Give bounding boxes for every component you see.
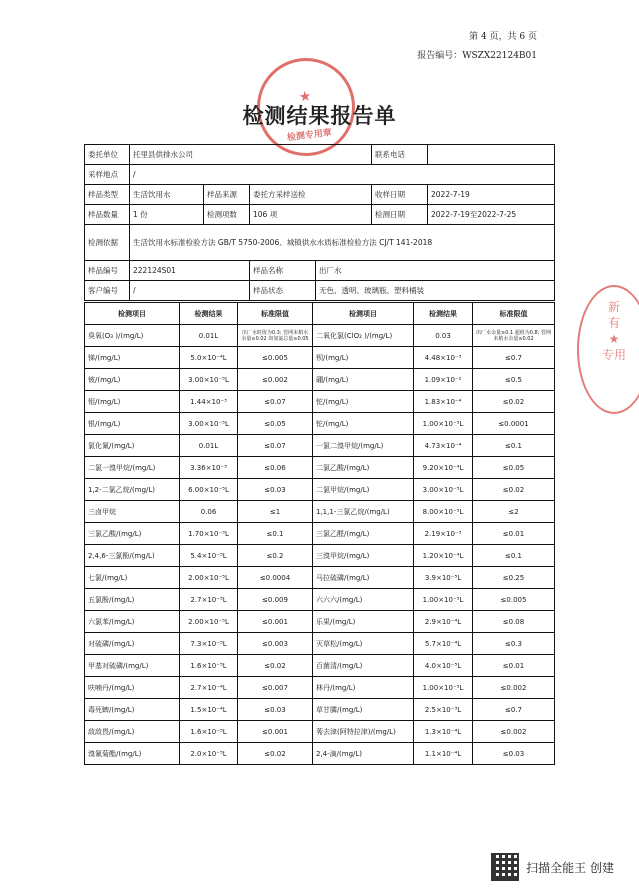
header-item-2: 检测项目	[313, 303, 414, 325]
result-cell: 银/(mg/L)	[85, 413, 180, 435]
result-cell: 0.03	[414, 325, 473, 347]
client-no-value: /	[130, 281, 250, 301]
result-cell: 5.7×10⁻⁴L	[414, 633, 473, 655]
result-cell: 1.3×10⁻⁴L	[414, 721, 473, 743]
result-cell: 1.83×10⁻⁴	[414, 391, 473, 413]
header-result-1: 检测结果	[180, 303, 238, 325]
scanner-text: 扫描全能王 创建	[526, 860, 614, 875]
result-cell: ≤0.03	[238, 699, 313, 721]
result-cell: ≤1	[238, 501, 313, 523]
result-cell: 3.00×10⁻⁵L	[414, 479, 473, 501]
result-cell: 对硫磷/(mg/L)	[85, 633, 180, 655]
result-cell: 铍/(mg/L)	[85, 369, 180, 391]
result-cell: ≤0.08	[473, 611, 555, 633]
result-cell: 林丹/(mg/L)	[313, 677, 414, 699]
table-row	[85, 655, 555, 677]
result-cell: 3.00×10⁻⁵L	[180, 369, 238, 391]
table-row	[85, 633, 555, 655]
result-cell: 百菌清/(mg/L)	[313, 655, 414, 677]
phone-label: 联系电话	[372, 145, 428, 165]
site-value: /	[130, 165, 555, 185]
result-cell: 出厂水时值为0.3; 管网末梢水余量≥0.02 如加氯总量≥0.05	[238, 325, 313, 347]
result-cell: ≤0.1	[473, 545, 555, 567]
result-cell: ≤0.05	[473, 457, 555, 479]
table-row	[85, 391, 555, 413]
table-row	[85, 699, 555, 721]
table-row	[85, 567, 555, 589]
result-cell: 马拉硫磷/(mg/L)	[313, 567, 414, 589]
sample-state-value: 无色、透明、玻璃瓶、塑料桶装	[316, 281, 555, 301]
header-limit-2: 标准限值	[473, 303, 555, 325]
result-cell: 六氯苯/(mg/L)	[85, 611, 180, 633]
result-cell: 1.6×10⁻⁵L	[180, 721, 238, 743]
result-cell: 2.9×10⁻⁴L	[414, 611, 473, 633]
result-cell: 出厂水余量≥0.1 超值为0.8; 管网末梢水余量≥0.02	[473, 325, 555, 347]
sample-no-label: 样品编号	[85, 261, 130, 281]
result-cell: 1.5×10⁻⁴L	[180, 699, 238, 721]
result-cell: 1.6×10⁻⁵L	[180, 655, 238, 677]
phone-value	[428, 145, 555, 165]
qty-label: 样品数量	[85, 205, 130, 225]
result-cell: 锑/(mg/L)	[85, 347, 180, 369]
result-cell: ≤0.001	[238, 611, 313, 633]
result-cell: ≤0.0004	[238, 567, 313, 589]
result-cell: 莠去津(阿特拉津)/(mg/L)	[313, 721, 414, 743]
result-cell: 钼/(mg/L)	[85, 391, 180, 413]
result-cell: 2,4,6-三氯酚/(mg/L)	[85, 545, 180, 567]
result-cell: 二氯一溴甲烷/(mg/L)	[85, 457, 180, 479]
header-limit-1: 标准限值	[238, 303, 313, 325]
result-cell: ≤0.07	[238, 391, 313, 413]
result-cell: ≤0.002	[473, 677, 555, 699]
result-cell: 1.00×10⁻⁵L	[414, 589, 473, 611]
result-cell: 1.00×10⁻⁵L	[414, 413, 473, 435]
result-cell: 2.7×10⁻⁴L	[180, 677, 238, 699]
items-value: 106 项	[250, 205, 372, 225]
results-table	[84, 302, 555, 765]
result-cell: ≤0.2	[238, 545, 313, 567]
table-row	[85, 743, 555, 765]
result-cell: 五氯酚/(mg/L)	[85, 589, 180, 611]
sample-name-value: 出厂水	[316, 261, 555, 281]
result-cell: 0.06	[180, 501, 238, 523]
date-label: 检测日期	[372, 205, 428, 225]
result-cell: ≤0.02	[238, 655, 313, 677]
result-cell: 1.70×10⁻³L	[180, 523, 238, 545]
page-info	[417, 28, 537, 66]
delegate-label: 委托单位	[85, 145, 130, 165]
result-cell: 溴氰菊酯/(mg/L)	[85, 743, 180, 765]
result-cell: 三溴甲烷/(mg/L)	[313, 545, 414, 567]
table-row	[85, 545, 555, 567]
table-row	[85, 677, 555, 699]
result-cell: ≤0.25	[473, 567, 555, 589]
sample-no-value: 222124S01	[130, 261, 250, 281]
table-row	[85, 413, 555, 435]
table-row	[85, 347, 555, 369]
result-cell: 5.4×10⁻⁵L	[180, 545, 238, 567]
result-cell: 三氯乙酸/(mg/L)	[85, 523, 180, 545]
header-item-1: 检测项目	[85, 303, 180, 325]
result-cell: 二氯乙酸/(mg/L)	[313, 457, 414, 479]
result-cell: ≤0.3	[473, 633, 555, 655]
result-cell: ≤0.5	[473, 369, 555, 391]
table-row	[85, 589, 555, 611]
result-cell: 呋喃丹/(mg/L)	[85, 677, 180, 699]
qty-value: 1 份	[130, 205, 204, 225]
delegate-value: 托里县供排水公司	[130, 145, 372, 165]
star-icon: ★	[297, 88, 313, 106]
result-cell: 一氯二溴甲烷/(mg/L)	[313, 435, 414, 457]
result-cell: 二氧化氯(ClO₂ )/(mg/L)	[313, 325, 414, 347]
header-result-2: 检测结果	[414, 303, 473, 325]
result-cell: 七氯/(mg/L)	[85, 567, 180, 589]
result-cell: 氯化氰/(mg/L)	[85, 435, 180, 457]
table-row	[85, 523, 555, 545]
result-cell: ≤0.7	[473, 347, 555, 369]
report-number: 报告编号：WSZX22124B01	[417, 51, 537, 61]
report-title: 检测结果报告单	[242, 104, 397, 128]
result-cell: 1,2-二氯乙烷/(mg/L)	[85, 479, 180, 501]
result-cell: 甲基对硫磷/(mg/L)	[85, 655, 180, 677]
result-cell: 1.09×10⁻²	[414, 369, 473, 391]
result-cell: 2.5×10⁻³L	[414, 699, 473, 721]
result-cell: 3.00×10⁻⁵L	[180, 413, 238, 435]
result-cell: ≤0.0001	[473, 413, 555, 435]
sample-name-label: 样品名称	[250, 261, 316, 281]
result-cell: 灭草松/(mg/L)	[313, 633, 414, 655]
result-cell: ≤0.07	[238, 435, 313, 457]
table-row	[85, 435, 555, 457]
result-cell: ≤0.002	[473, 721, 555, 743]
result-cell: 2,4-滴/(mg/L)	[313, 743, 414, 765]
result-cell: 敌敌畏/(mg/L)	[85, 721, 180, 743]
result-cell: ≤2	[473, 501, 555, 523]
receive-value: 2022-7-19	[428, 185, 555, 205]
result-cell: ≤0.009	[238, 589, 313, 611]
result-cell: 3.36×10⁻³	[180, 457, 238, 479]
result-cell: 0.01L	[180, 325, 238, 347]
result-cell: ≤0.003	[238, 633, 313, 655]
date-value: 2022-7-19至2022-7-25	[428, 205, 555, 225]
result-cell: 臭氧(O₃ )/(mg/L)	[85, 325, 180, 347]
result-cell: ≤0.01	[473, 523, 555, 545]
type-label: 样品类型	[85, 185, 130, 205]
table-row	[85, 501, 555, 523]
result-cell: ≤0.7	[473, 699, 555, 721]
result-cell: 2.00×10⁻⁵L	[180, 611, 238, 633]
table-row	[85, 369, 555, 391]
result-cell: ≤0.03	[238, 479, 313, 501]
result-cell: ≤0.01	[473, 655, 555, 677]
result-cell: ≤0.002	[238, 369, 313, 391]
result-cell: 2.0×10⁻⁵L	[180, 743, 238, 765]
source-label: 样品来源	[204, 185, 250, 205]
result-cell: 1.20×10⁻⁴L	[414, 545, 473, 567]
result-cell: 8.00×10⁻⁵L	[414, 501, 473, 523]
table-row	[85, 479, 555, 501]
result-cell: 铊/(mg/L)	[313, 413, 414, 435]
result-cell: 钡/(mg/L)	[313, 347, 414, 369]
items-label: 检测项数	[204, 205, 250, 225]
result-cell: ≤0.02	[238, 743, 313, 765]
result-cell: 4.73×10⁻⁴	[414, 435, 473, 457]
basis-label: 检测依据	[85, 225, 130, 261]
stamp-label: 检测专用章	[286, 128, 333, 144]
result-cell: 9.20×10⁻⁴L	[414, 457, 473, 479]
result-cell: ≤0.06	[238, 457, 313, 479]
result-cell: 1,1,1-三氯乙烷/(mg/L)	[313, 501, 414, 523]
result-cell: 1.1×10⁻⁴L	[414, 743, 473, 765]
result-cell: 2.19×10⁻³	[414, 523, 473, 545]
result-cell: 2.7×10⁻⁵L	[180, 589, 238, 611]
result-cell: 5.0×10⁻⁴L	[180, 347, 238, 369]
side-stamp: 新 有 ★ 专用	[577, 285, 639, 414]
site-label: 采样地点	[85, 165, 130, 185]
page-number: 第 4 页，共 6 页	[469, 32, 537, 42]
table-row	[85, 611, 555, 633]
result-cell: 1.44×10⁻³	[180, 391, 238, 413]
result-cell: ≤0.1	[238, 523, 313, 545]
result-cell: 六六六/(mg/L)	[313, 589, 414, 611]
result-cell: ≤0.03	[473, 743, 555, 765]
result-cell: 4.48×10⁻³	[414, 347, 473, 369]
source-value: 委托方采样送检	[250, 185, 372, 205]
result-cell: 乐果/(mg/L)	[313, 611, 414, 633]
table-row	[85, 721, 555, 743]
type-value: 生活饮用水	[130, 185, 204, 205]
result-cell: ≤0.007	[238, 677, 313, 699]
result-cell: 毒死蜱/(mg/L)	[85, 699, 180, 721]
scanner-footer	[491, 853, 614, 881]
sample-info-table	[84, 144, 555, 301]
result-cell: ≤0.02	[473, 479, 555, 501]
result-cell: 硼/(mg/L)	[313, 369, 414, 391]
receive-label: 收样日期	[372, 185, 428, 205]
table-row	[85, 457, 555, 479]
result-rows	[85, 325, 555, 765]
result-cell: 草甘膦/(mg/L)	[313, 699, 414, 721]
client-no-label: 客户编号	[85, 281, 130, 301]
result-cell: ≤0.02	[473, 391, 555, 413]
result-cell: ≤0.05	[238, 413, 313, 435]
result-cell: 2.00×10⁻⁵L	[180, 567, 238, 589]
result-cell: ≤0.005	[238, 347, 313, 369]
result-cell: 三氯乙醛/(mg/L)	[313, 523, 414, 545]
result-cell: ≤0.005	[473, 589, 555, 611]
result-cell: 铊/(mg/L)	[313, 391, 414, 413]
result-cell: 0.01L	[180, 435, 238, 457]
result-cell: 7.3×10⁻⁵L	[180, 633, 238, 655]
result-cell: 1.00×10⁻⁵L	[414, 677, 473, 699]
result-cell: ≤0.1	[473, 435, 555, 457]
result-cell: 4.0×10⁻⁵L	[414, 655, 473, 677]
result-cell: ≤0.001	[238, 721, 313, 743]
result-cell: 3.9×10⁻⁵L	[414, 567, 473, 589]
result-cell: 6.00×10⁻⁵L	[180, 479, 238, 501]
result-cell: 三卤甲烷	[85, 501, 180, 523]
result-cell: 二氯甲烷/(mg/L)	[313, 479, 414, 501]
sample-state-label: 样品状态	[250, 281, 316, 301]
basis-value: 生活饮用水标准检验方法 GB/T 5750-2006、城镇供水水质标准检验方法 CJ/T 141-2018	[130, 225, 555, 261]
qr-code-icon	[491, 853, 519, 881]
table-row	[85, 325, 555, 347]
